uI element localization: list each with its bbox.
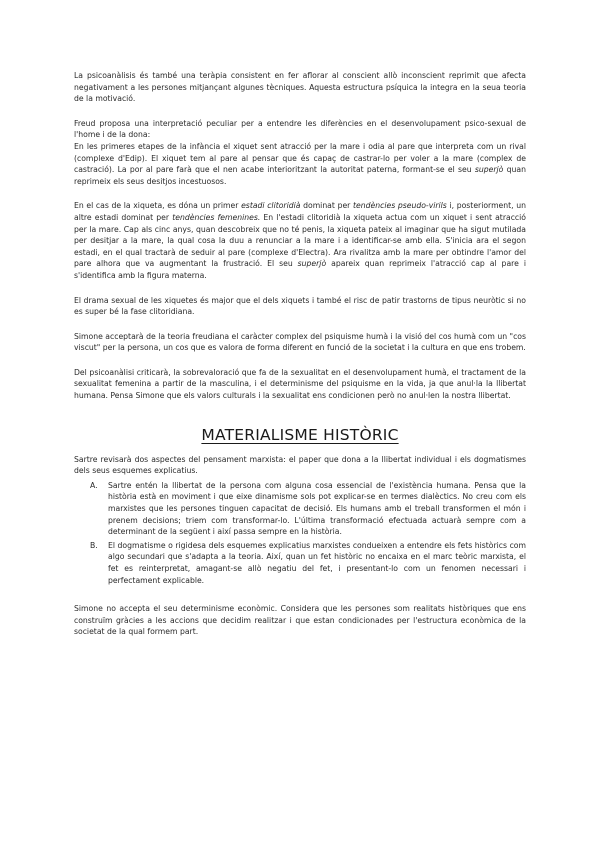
text-run: apareix quan reprimeix l'atracció cap al pare i s'identifica amb la figura materna. xyxy=(74,259,526,280)
text-run: quan reprimeix els seus desitjos incestuosos. xyxy=(74,165,526,186)
list-marker: B. xyxy=(90,540,98,550)
emphasis-pseudo-virile: tendències pseudo-virils xyxy=(353,201,447,211)
paragraph-freud-intro: Freud proposa una interpretació peculiar per a entendre les diferències en el desenvolupament psico-sexual de l'home i de la dona: xyxy=(74,118,526,140)
list-item xyxy=(74,480,526,538)
text-run: i, posteriorment, un altre estadi dominat per xyxy=(74,201,527,222)
text-run: En les primeres etapes de la infància el xiquet sent atracció per la mare i odia al pare que interpreta com un rival (complexe d'Edip). El xiquet tem al pare al pensar que és capaç de castrar-lo per voler a la mare (complex de castració). La por al pare farà que el nen acabe interioritzant la autoritat paterna, formant-se el seu xyxy=(74,141,526,175)
paragraph-sartre-intro: Sartre revisarà dos aspectes del pensament marxista: el paper que dona a la llibertat individual i els dogmatismes dels seus esquemes explicatius. xyxy=(74,454,526,476)
lettered-list xyxy=(74,480,526,586)
list-item-text: El dogmatisme o rigidesa dels esquemes explicatius marxistes condueixen a entendre els fets històrics com algo secundari que s'adapta a la teoria. Així, quan un fet històric no encaixa en el marc teòric marxista, el fet es reinterpretat, amagant-se allò negatiu del fet, i presentant-lo com un fenomen necessari i perfectament explicable. xyxy=(108,540,526,585)
paragraph-simone-criticizes: Del psicoanàlisi criticarà, la sobrevaloració que fa de la sexualitat en el desenvolupament humà, el tractament de la sexualitat femenina a partir de la masculina, i el determinisme del psiquisme en la vida, ja que anul·la la llibertat humana. Pensa Simone que els valors culturals i la sexualitat ens condicionen però no anul·len la nostra llibertat. xyxy=(74,367,526,401)
paragraph-sexual-drama: El drama sexual de les xiquetes és major que el dels xiquets i també el risc de patir trastorns de tipus neuròtic si no es super bé la fase clitoridiana. xyxy=(74,295,526,317)
section-heading-text: MATERIALISME HISTÒRIC xyxy=(201,425,399,444)
paragraph-psychoanalysis-therapy: La psicoanàlisis és també una teràpia consistent en fer aflorar al conscient allò inconscient reprimit que afecta negativament a les persones mitjançant algunes tècniques. Aquesta estructura psíquica la integra en la seua teoria de la motivació. xyxy=(74,71,526,104)
list-marker: A. xyxy=(90,480,98,490)
paragraph-boy-development xyxy=(74,141,526,187)
emphasis-feminine-tendencies: tendències femenines. xyxy=(172,212,261,222)
paragraph-girl-development xyxy=(74,200,526,281)
emphasis-superego: superjò xyxy=(474,165,504,175)
paragraph-simone-economic: Simone no accepta el seu determinisme econòmic. Considera que les persones som realitats històriques que ens construïm gràcies a les accions que decidim realitzar i que estan condicionades per l'estructura econòmica de la societat de la qual formem part. xyxy=(74,604,526,637)
text-run: En el cas de la xiqueta, es dóna un primer xyxy=(74,201,242,211)
text-run: En l'estadi clitoridià la xiqueta actua com un xiquet i sent atracció per la mare. Cap als cinc anys, quan descobreix que no té penis, la xiqueta pateix al imaginar que ha sigut mutilada per desitjar a la mare, la qual cosa la duu a renunciar a la mare i a identificar-se amb ella. S'inicia ara el segon estadi, en el qual tractarà de seduir al pare (complexe d'Electra). Ara rivalitza amb la mare per obtindre l'amor del pare alhora que va augmentant la frustració. El seu xyxy=(74,212,526,269)
text-run: dominat per xyxy=(300,201,353,211)
paragraph-simone-accepts: Simone acceptarà de la teoria freudiana el caràcter complex del psiquisme humà i la visió del cos humà com un "cos viscut" per la persona, un cos que es valora de forma diferent en funció de la societat i la cultura en que ens trobem. xyxy=(74,331,526,353)
emphasis-superego: superjò xyxy=(297,259,327,269)
section-heading xyxy=(74,426,526,444)
emphasis-clitoral-stage: estadi clitoridià xyxy=(241,201,301,211)
list-item xyxy=(74,540,526,586)
list-item-text: Sartre entén la llibertat de la persona com alguna cosa essencial de l'existència humana. Pensa que la història està en moviment i que eixe dinamisme sols pot explicar-se en termes dialèctics. No creu com els marxistes que les persones tinguen capacitat de decisió. Els humans amb el treball transformen el món i prenem decisions; triem com transformar-lo. L'última transformació efectuada actuarà sempre com a determinant de la següent i així passa sempre en la història. xyxy=(108,480,526,537)
